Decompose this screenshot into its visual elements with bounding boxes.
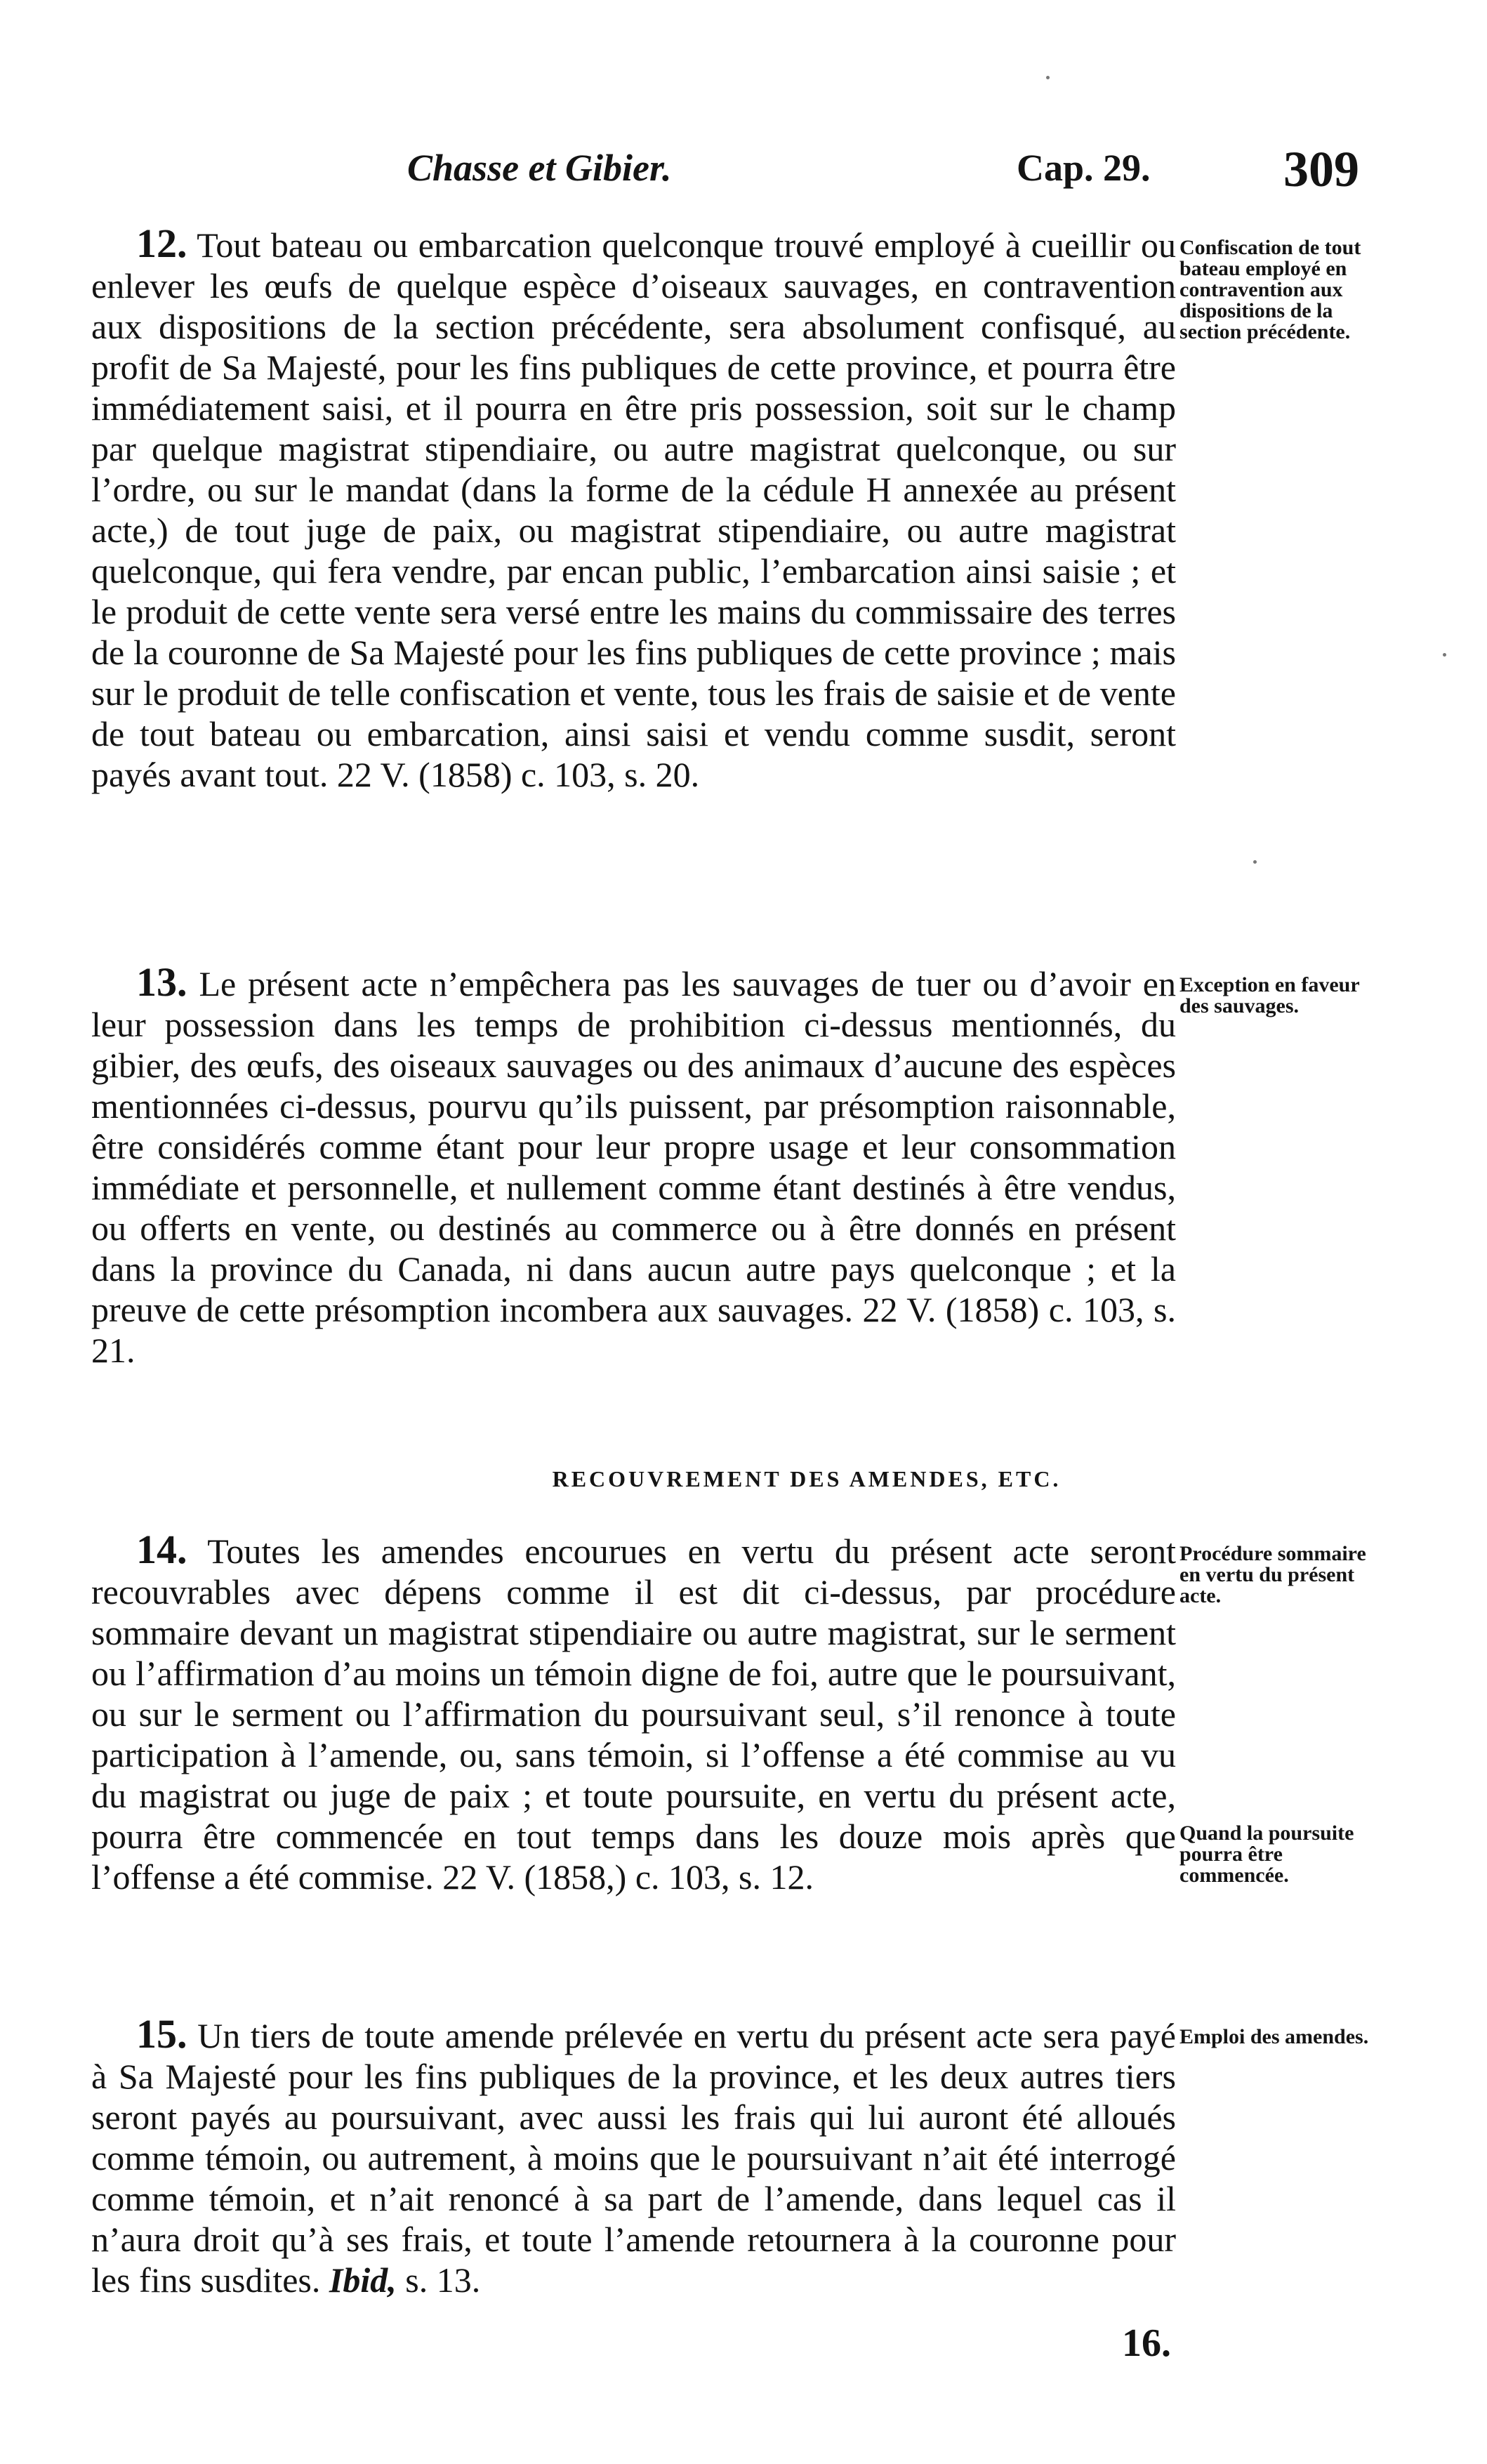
citation: Ibid, — [329, 2260, 397, 2300]
section-14 — [91, 1529, 1176, 1897]
scan-speck — [1443, 653, 1446, 657]
section-number: 14. — [136, 1527, 187, 1572]
section-body: Un tiers de toute amende prélevée en vertu du présent acte sera payé à Sa Majesté pour les fins publiques de la province, et les deux autres tiers seront payés au poursuivant, avec aussi les frais qui lui auront été alloués comme témoin, ou autrement, à moins que le poursuivant n’ait été interrogé comme témoin, et n’ait renoncé à sa part de l’amende, dans lequel cas il n’aura droit qu’à ses frais, et toute l’amende retournera à la couronne pour les fins susdites. — [91, 2016, 1176, 2300]
section-12 — [91, 220, 1176, 795]
page-number: 309 — [1283, 141, 1359, 197]
sub-heading: RECOUVREMENT DES AMENDES, ETC. — [552, 1466, 1062, 1491]
section-body: Le présent acte n’empêchera pas les sauvages de tuer ou d’avoir en leur possession dans les temps de prohibition ci-dessus mentionnés, du gibier, des œufs, des oiseaux sauvages ou des animaux d’aucune des espèces mentionnées ci-dessus, pourvu qu’ils puissent, par présomption raisonnable, être considérés comme étant pour leur propre usage et leur consommation immédiate et personnelle, et nullement comme étant destinés à être vendus, ou offerts en vente, ou destinés au commerce ou à être donnés en présent dans la province du Canada, ni dans aucun autre pays quelconque ; et la preuve de cette présomption incombera aux sauvages. 22 V. (1858) c. 103, s. 21. — [91, 964, 1176, 1370]
section-number: 13. — [136, 959, 187, 1005]
section-13 — [91, 959, 1176, 1371]
scan-speck — [1046, 76, 1050, 79]
margin-note-15: Emploi des amendes. — [1179, 2025, 1369, 2048]
citation-section: s. 13. — [405, 2260, 481, 2300]
running-title: Chasse et Gibier. — [407, 147, 672, 189]
section-15 — [91, 2011, 1176, 2300]
section-body: Tout bateau ou embarcation quelconque trouvé employé à cueillir ou enlever les œufs de quelque espèce d’oiseaux sauvages, en contravention aux dispositions de la section précédente, sera absolument confisqué, au profit de Sa Majesté, pour les fins publiques de cette province, et pourra être immédiatement saisi, et il pourra en être pris possession, soit sur le champ par quelque magistrat stipendiaire, ou autre magistrat quelconque, ou sur l’ordre, ou sur le mandat (dans la forme de la cédule H annexée au présent acte,) de tout juge de paix, ou magistrat stipendiaire, ou autre magistrat quelconque, qui fera vendre, par encan public, l’embarcation ainsi saisie ; et le produit de cette vente sera versé entre les mains du commissaire des terres de la couronne de Sa Majesté pour les fins publiques de cette province ; mais sur le produit de telle confiscation et vente, tous les frais de saisie et de vente de tout bateau ou embarcation, ainsi saisi et vendu comme susdit, seront payés avant tout. 22 V. (1858) c. 103, s. 20. — [91, 225, 1176, 794]
catchword: 16. — [1122, 2321, 1171, 2365]
margin-note-14: Procédure sommaire en vertu du présent acte. — [1179, 1542, 1366, 1607]
margin-note-12: Confiscation de tout bateau employé en contravention aux dispositions de la section précédente. — [1179, 236, 1361, 343]
chapter-label: Cap. 29. — [1017, 147, 1151, 189]
section-number: 15. — [136, 2011, 187, 2057]
margin-note-13: Exception en faveur des sauvages. — [1179, 973, 1360, 1017]
section-body: Toutes les amendes encourues en vertu du présent acte seront recouvrables avec dépens comme il est dit ci-dessus, par procédure sommaire devant un magistrat stipendiaire ou autre magistrat, sur le serment ou l’affirmation d’au moins un témoin digne de foi, autre que le poursuivant, ou sur le serment ou l’affirmation du poursuivant seul, s’il renonce à toute participation à l’amende, ou, sans témoin, si l’offense a été commise au vu du magistrat ou juge de paix ; et toute poursuite, en vertu du présent acte, pourra être commencée en tout temps dans les douze mois après que l’offense a été commise. 22 V. (1858,) c. 103, s. 12. — [91, 1531, 1176, 1897]
page-header — [0, 140, 1487, 204]
scan-speck — [1253, 860, 1257, 864]
margin-note-14b: Quand la poursuite pourra être commencée. — [1179, 1821, 1354, 1887]
section-number: 12. — [136, 220, 187, 266]
